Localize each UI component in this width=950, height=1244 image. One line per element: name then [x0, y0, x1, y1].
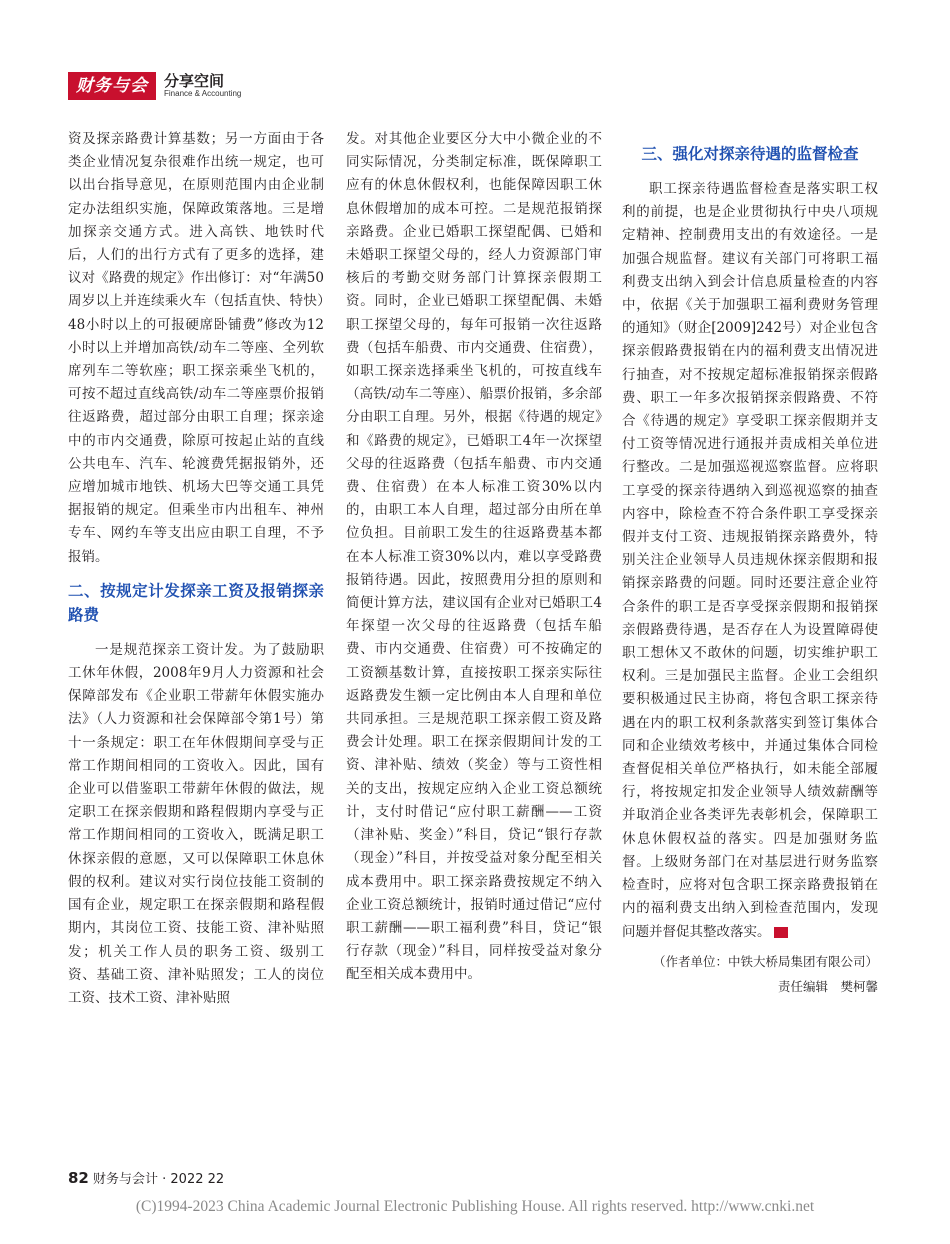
column-1	[68, 128, 324, 1010]
journal-logo: 财务与会计	[68, 72, 156, 100]
end-mark-icon: FA	[774, 927, 788, 938]
page-header	[68, 70, 888, 124]
paragraph: 资及探亲路费计算基数；另一方面由于各类企业情况复杂很难作出统一规定，也可以出台指导意见，在原则范围内由企业制定办法组织实施，保障政策落地。三是增加探亲交通方式。进入高铁、地铁时代后，人们的出行方式有了更多的选择，建议对《路费的规定》作出修订：对“年满50周岁以上并连续乘火车（包括直快、特快）48小时以上的可报硬席卧铺费”修改为12小时以上并增加高铁/动车二等座、全列软席列车二等软座；职工探亲乘坐飞机的，可按不超过直线高铁/动车二等座票价报销往返路费，超过部分由职工自理；探亲途中的市内交通费，除原可按起止站的直线公共电车、汽车、轮渡费凭据报销外，还应增加城市地铁、机场大巴等交通工具凭据报销的规定。但乘坐市内出租车、神州专车、网约车等支出应由职工自理，不予报销。	[68, 131, 324, 565]
page-footer	[68, 1168, 224, 1187]
column-3	[622, 128, 878, 998]
page-number: 82	[68, 1169, 89, 1187]
paragraph-text: 职工探亲待遇监督检查是落实职工权利的前提，也是企业贯彻执行中央八项规定精神、控制费用支出的有效途径。一是加强合规监督。建议有关部门可将职工福利费支出纳入到会计信息质量检查的内容中，依据《关于加强职工福利费财务管理的通知》（财企[2009]242号）对企业包含探亲假路费报销在内的福利费支出情况进行抽查，对不按规定超标准报销探亲假路费、职工一年多次报销探亲假路费、不符合《待遇的规定》享受职工探亲假期并支付工资等情况进行通报并责成相关单位进行整改。二是加强巡视巡察监督。应将职工享受的探亲待遇纳入到巡视巡察的抽查内容中，除检查不符合条件职工享受探亲假并支付工资、违规报销探亲路费外，特别关注企业领导人员违规休探亲假期和报销探亲路费的问题。同时还要注意企业符合条件的职工是否享受探亲假期和报销探亲假路费待遇，是否存在人为设置障碍使职工想休又不敢休的问题，切实维护职工权利。三是加强民主监督。企业工会组织要积极通过民主协商，将包含职工探亲待遇在内的职工权利条款落实到签订集体合同和企业绩效考核中，并通过集体合同检查督促相关单位严格执行，如未能全部履行，将按规定扣发企业领导人绩效薪酬等并取消企业各类评先表彰机会，保障职工休息休假权益的落实。四是加强财务监督。上级财务部门在对基层进行财务监察检查时，应将对包含职工探亲路费报销在内的福利费支出纳入到检查范围内，发现问题并督促其整改落实。	[622, 181, 878, 940]
column-2	[346, 128, 602, 987]
section-heading-3: 三、强化对探亲待遇的监督检查	[641, 145, 859, 163]
section-subtitle: Finance & Accounting	[164, 89, 242, 98]
copyright-notice: (C)1994-2023 China Academic Journal Electronic Publishing House. All rights reserved. http://www.cnki.net	[135, 1198, 815, 1215]
paragraph	[622, 178, 878, 944]
section-name: 分享空间	[164, 72, 225, 90]
section-heading-2: 二、按规定计发探亲工资及报销探亲路费	[68, 581, 324, 624]
paragraph: 发。对其他企业要区分大中小微企业的不同实际情况，分类制定标准，既保障职工应有的休息休假权利，也能保障因职工休息休假增加的成本可控。二是规范报销探亲路费。企业已婚职工探望配偶、已婚和未婚职工探望父母的，经人力资源部门审核后的考勤交财务部门计算探亲假期工资。同时，企业已婚职工探望配偶、未婚职工探望父母的，每年可报销一次往返路费（包括车船费、市内交通费、住宿费），如职工探亲选择乘坐飞机的，可按直线车（高铁/动车二等座）、船票价报销，多余部分由职工自理。另外，根据《待遇的规定》和《路费的规定》，已婚职工4年一次探望父母的往返路费（包括车船费、市内交通费、住宿费）在本人标准工资30%以内的，由职工本人自理，超过部分由所在单位负担。目前职工发生的往返路费基本都在本人标准工资30%以内，难以享受路费报销待遇。因此，按照费用分担的原则和简便计算方法，建议国有企业对已婚职工4年探望一次父母的往返路费（包括车船费、市内交通费、住宿费）可不按确定的工资额基数计算，直接按职工探亲实际往返路费发生额一定比例由本人自理和单位共同承担。三是规范职工探亲假工资及路费会计处理。职工在探亲假期间计发的工资、津补贴、绩效（奖金）等与工资性相关的支出，按规定应纳入企业工资总额统计，支付时借记“应付职工薪酬——工资（津补贴、奖金）”科目，贷记“银行存款（现金）”科目，并按受益对象分配至相关成本费用中。职工探亲路费按规定不纳入企业工资总额统计，报销时通过借记“应付职工薪酬——职工福利费”科目，贷记“银行存款（现金）”科目，同样按受益对象分配至相关成本费用中。	[346, 131, 602, 983]
author-affiliation: （作者单位：中铁大桥局集团有限公司）	[652, 953, 878, 969]
responsible-editor: 责任编辑 樊柯馨	[777, 978, 878, 994]
journal-issue: 财务与会计 · 2022 22	[93, 1172, 225, 1187]
paragraph: 一是规范探亲工资计发。为了鼓励职工休年休假，2008年9月人力资源和社会保障部发布《企业职工带薪年休假实施办法》（人力资源和社会保障部令第1号）第十一条规定：职工在年休假期间享受与正常工作期间相同的工资收入。因此，国有企业可以借鉴职工带薪年休假的做法，规定职工在探亲假期和路程假期内享受与正常工作期间相同的工资收入，既满足职工休探亲假的意愿，又可以保障职工休息休假的权利。建议对实行岗位技能工资制的国有企业，规定职工在探亲假期和路程假期内，其岗位工资、技能工资、津补贴照发；机关工作人员的职务工资、级别工资、基础工资、津补贴照发；工人的岗位工资、技术工资、津补贴照	[68, 641, 324, 1006]
